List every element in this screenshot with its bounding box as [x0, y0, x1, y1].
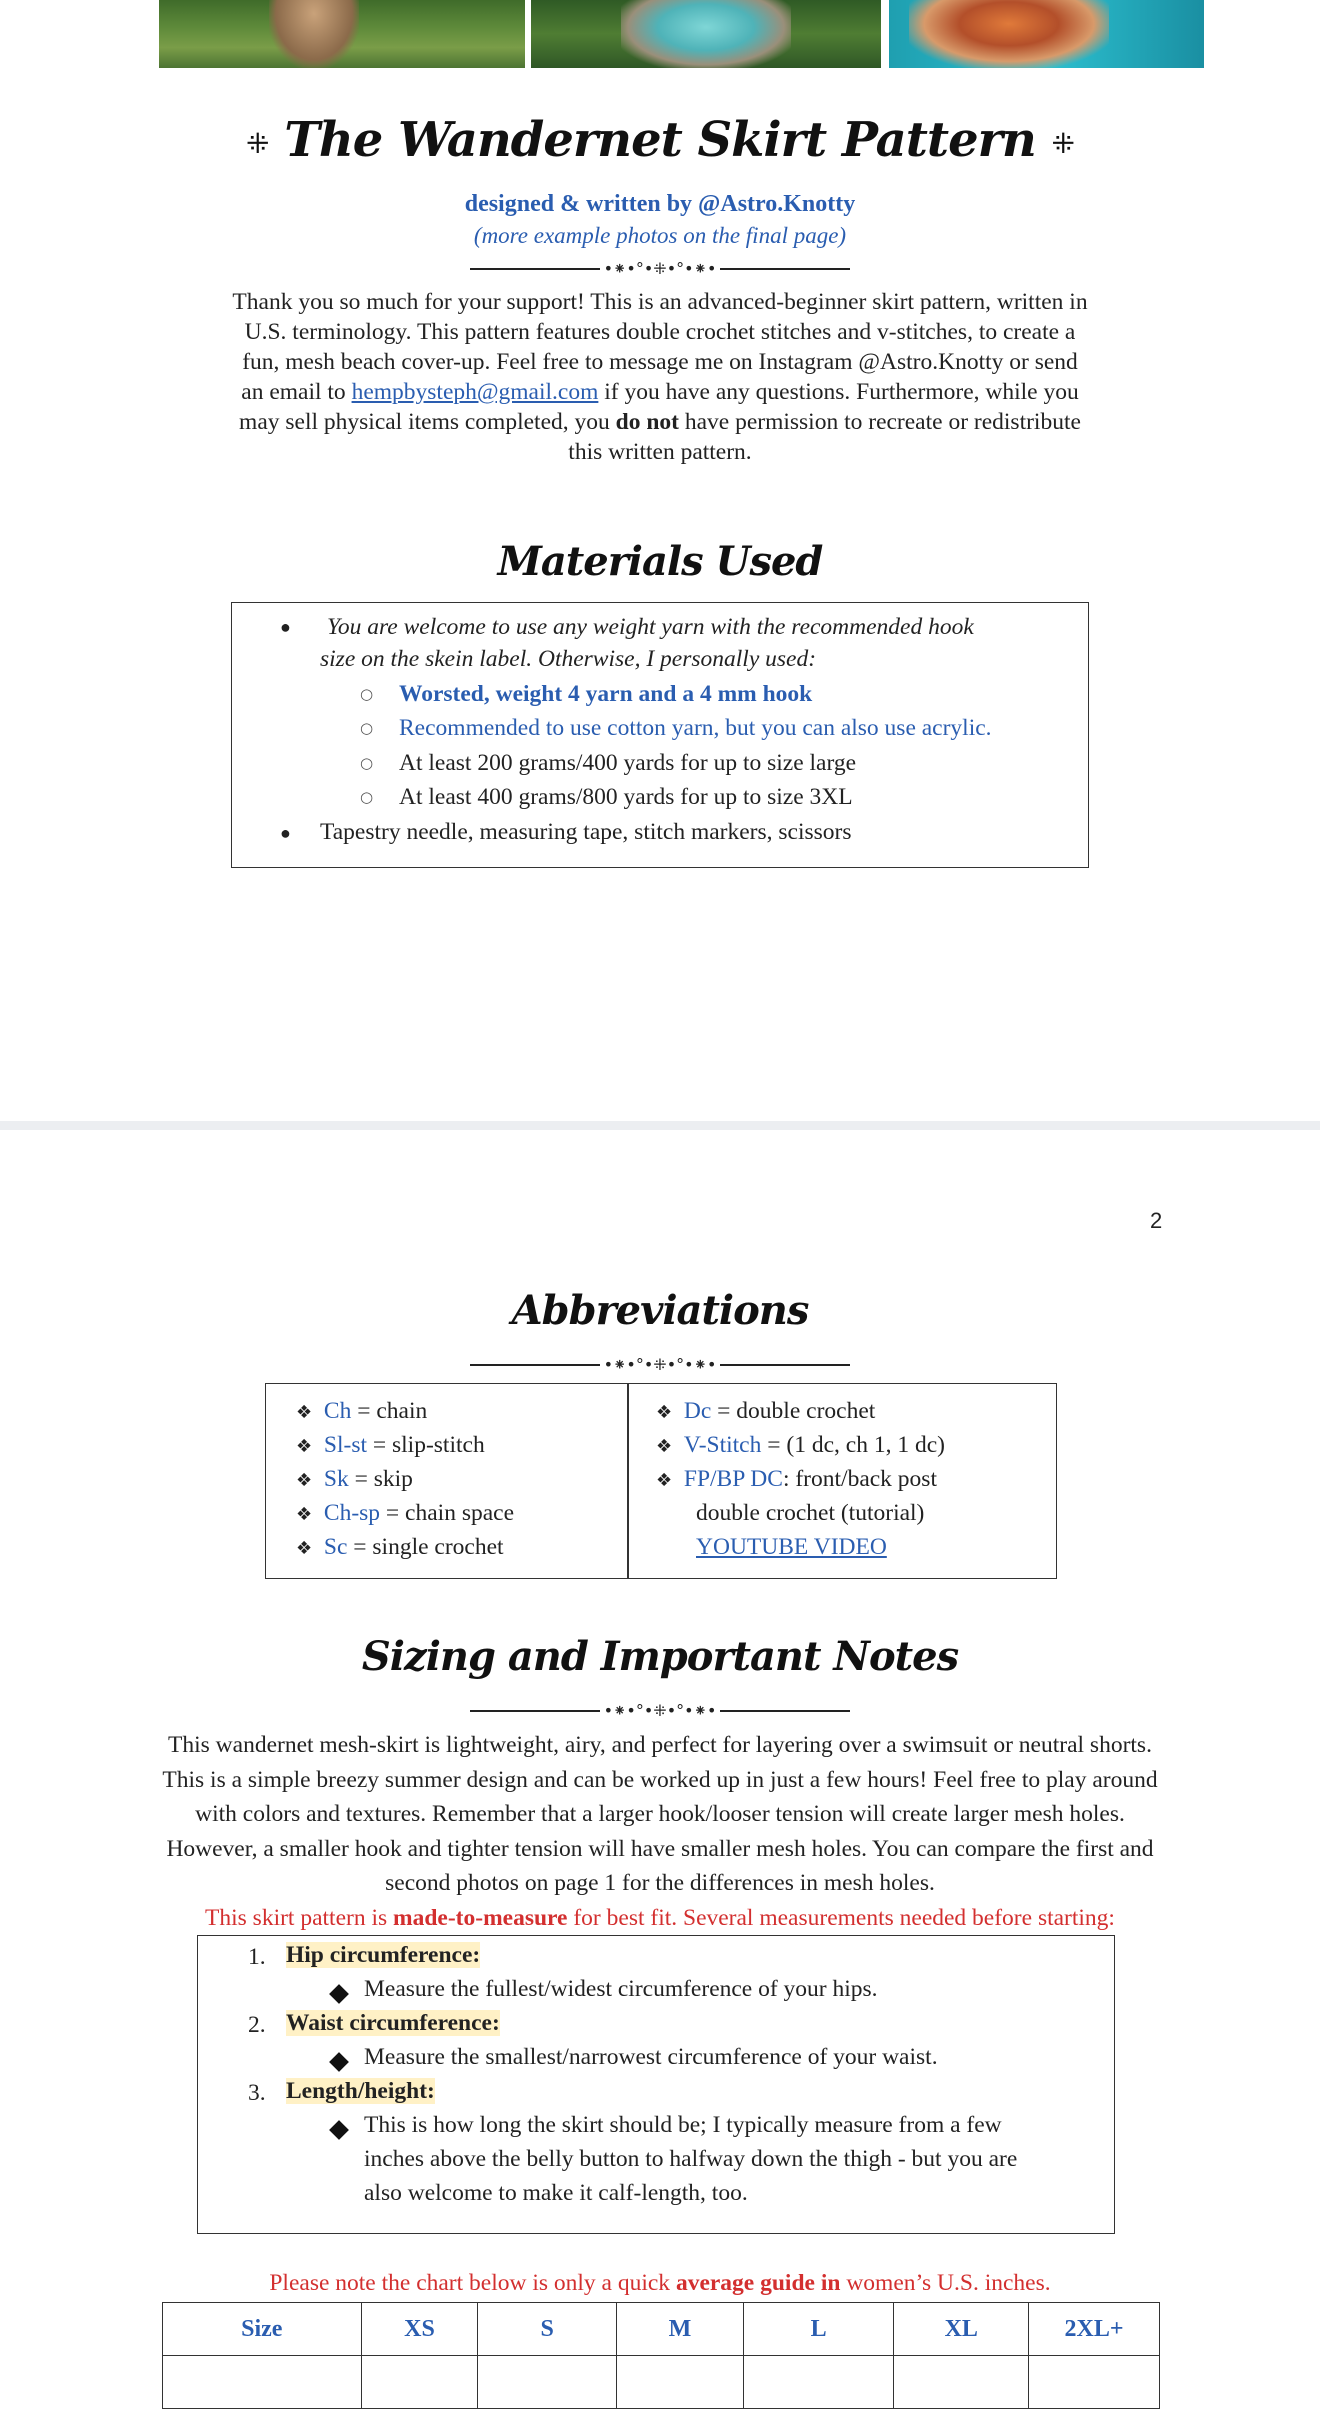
diamond-bullet-icon: ❖ — [656, 1402, 673, 1423]
intro-paragraph: Thank you so much for your support! This is an advanced-beginner skirt pattern, written in U.S. terminology. This pattern features double crochet stitches and v-stitches, to create a fun, mesh beach cover-up. Feel free to message me on Instagram @Astro.Knotty or send an email to hempbysteph@gmail.com if you have any questions. Furthermore, while you may sell physical items completed, you do not have permission to recreate or redistribute this written pattern. — [232, 289, 1088, 465]
sub-bullet-icon: ○ — [360, 685, 374, 703]
measurement-detail: Measure the smallest/narrowest circumference of your waist. — [364, 2044, 938, 2070]
measurements-box — [197, 1935, 1115, 2234]
materials-item-2: Tapestry needle, measuring tape, stitch markers, scissors — [320, 819, 852, 845]
materials-sub-4: At least 400 grams/800 yards for up to size 3XL — [399, 784, 853, 810]
made-to-measure-note: This skirt pattern is made-to-measure for best fit. Several measurements needed before starting: — [205, 1904, 1115, 1931]
table-header-row — [163, 2303, 1160, 2356]
byline: designed & written by @Astro.Knotty — [464, 191, 856, 217]
table-header-cell: Size — [163, 2303, 362, 2356]
diamond-bullet-icon — [329, 2052, 349, 2072]
email-link[interactable]: hempbysteph@gmail.com — [351, 379, 599, 405]
table-header-cell: 2XL+ — [1029, 2303, 1160, 2356]
ornamental-divider: •⁕•°•⁜•°•⁕• — [470, 259, 850, 279]
table-header-cell: XS — [361, 2303, 478, 2356]
abbr-row: ❖ Ch = chain — [296, 1398, 428, 1424]
ornamental-divider: •⁕•°•⁜•°•⁕• — [470, 1355, 850, 1375]
subline: (more example photos on the final page) — [473, 223, 847, 248]
page-number: 2 — [1150, 1208, 1163, 1233]
abbr-row: ❖ Dc = double crochet — [656, 1398, 876, 1424]
materials-item-1-line-2: size on the skein label. Otherwise, I personally used: — [320, 646, 817, 672]
example-photos-strip — [159, 0, 1204, 68]
sizing-paragraph: This wandernet mesh-skirt is lightweight, airy, and perfect for layering over a swimsuit or neutral shorts. This is a simple breezy summer design and can be worked up in just a few hours! Feel free to play around with colors and textures. Remember that a larger hook/looser tension will create larger mesh holes. However, a smaller hook and tighter tension will have smaller mesh holes. You can compare the first and second photos on page 1 for the differences in mesh holes. This skirt pattern is made-to-measure for best fit. Several measurements needed before starting: — [162, 1732, 1158, 1931]
diamond-bullet-icon: ❖ — [296, 1402, 313, 1423]
abbr-row: ❖ FP/BP DC: front/back post — [656, 1466, 937, 1492]
sub-bullet-icon: ○ — [360, 788, 374, 806]
abbr-row: ❖ Sl-st = slip-stitch — [296, 1432, 485, 1458]
sub-bullet-icon: ○ — [360, 719, 374, 737]
abbr-row: ❖ V-Stitch = (1 dc, ch 1, 1 dc) — [656, 1432, 945, 1458]
example-photo-2 — [531, 0, 881, 68]
abbreviations-heading: Abbreviations — [511, 1287, 809, 1334]
abbr-row-continuation: double crochet (tutorial) — [696, 1500, 925, 1526]
size-chart-table — [162, 2302, 1160, 2409]
materials-heading: Materials Used — [497, 538, 823, 585]
measurement-detail: Measure the fullest/widest circumference of your hips. — [364, 1976, 878, 2002]
diamond-bullet-icon — [329, 1984, 349, 2004]
bullet-icon: ● — [280, 617, 291, 637]
ornament-icon: ⁜ — [246, 127, 269, 160]
abbr-row: ❖ Sc = single crochet — [296, 1534, 504, 1560]
list-number: 2. — [248, 2012, 266, 2038]
measurement-label: Length/height: — [286, 2078, 435, 2104]
materials-sub-3: At least 200 grams/400 yards for up to size large — [399, 750, 857, 776]
ornament-icon: ⁜ — [1051, 127, 1074, 160]
title-text: The Wandernet Skirt Pattern — [284, 112, 1036, 168]
list-number: 3. — [248, 2080, 266, 2106]
list-number: 1. — [248, 1944, 266, 1970]
youtube-video-link[interactable]: YOUTUBE VIDEO — [696, 1534, 887, 1560]
diamond-bullet-icon: ❖ — [296, 1504, 313, 1525]
table-header-cell: XL — [894, 2303, 1029, 2356]
page-break — [0, 1121, 1320, 1130]
diamond-bullet-icon: ❖ — [296, 1436, 313, 1457]
diamond-bullet-icon: ❖ — [296, 1538, 313, 1559]
diamond-bullet-icon: ❖ — [656, 1470, 673, 1491]
materials-sub-1: Worsted, weight 4 yarn and a 4 mm hook — [399, 681, 813, 707]
measurement-label: Hip circumference: — [286, 1942, 481, 1968]
materials-box — [231, 602, 1089, 868]
materials-sub-2: Recommended to use cotton yarn, but you can also use acrylic. — [399, 715, 992, 741]
diamond-bullet-icon — [329, 2120, 349, 2140]
ornamental-divider: •⁕•°•⁜•°•⁕• — [470, 1701, 850, 1721]
measurement-label: Waist circumference: — [286, 2010, 500, 2036]
abbr-row: ❖ Ch-sp = chain space — [296, 1500, 515, 1526]
example-photo-3 — [889, 0, 1204, 68]
bullet-icon: ● — [280, 823, 291, 843]
diamond-bullet-icon: ❖ — [656, 1436, 673, 1457]
diamond-bullet-icon: ❖ — [296, 1470, 313, 1491]
measurement-detail-line: also welcome to make it calf-length, too. — [364, 2180, 748, 2206]
table-header-cell: L — [743, 2303, 894, 2356]
sizing-heading: Sizing and Important Notes — [361, 1633, 959, 1680]
measurement-detail-line: inches above the belly button to halfway down the thigh - but you are — [364, 2146, 1018, 2172]
abbr-row: ❖ Sk = skip — [296, 1466, 413, 1492]
page-title — [0, 112, 1320, 168]
table-header-cell: S — [478, 2303, 617, 2356]
table-header-cell: M — [617, 2303, 744, 2356]
table-row — [163, 2356, 1160, 2409]
sub-bullet-icon: ○ — [360, 754, 374, 772]
abbreviations-table — [265, 1383, 1057, 1579]
column-divider — [627, 1384, 629, 1578]
measurement-detail-line: This is how long the skirt should be; I typically measure from a few — [364, 2112, 1002, 2138]
materials-item-1-line-1: You are welcome to use any weight yarn with the recommended hook — [327, 614, 974, 640]
example-photo-1 — [159, 0, 525, 68]
size-chart-note: Please note the chart below is only a quick average guide in women’s U.S. inches. — [269, 2270, 1051, 2296]
